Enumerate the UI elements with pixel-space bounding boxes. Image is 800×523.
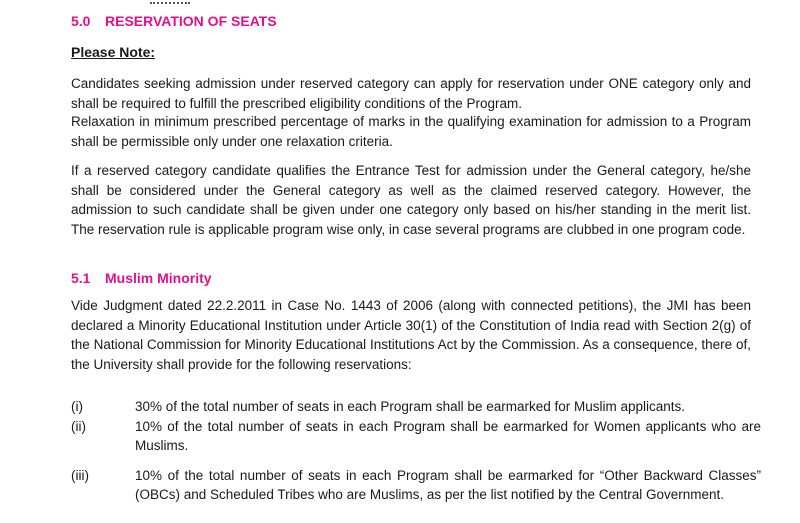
list-item-marker: (ii) [71,418,86,434]
reservation-list [71,397,761,505]
subsection-heading [71,270,212,286]
page-top-edge-mark [150,0,190,4]
paragraph-minority-judgment: Vide Judgment dated 22.2.2011 in Case No. 1443 of 2006 (along with connected petitions), the JMI has been declared a Minority Educational Institution under Article 30(1) of the Constitution of India read with Section 2(g) of the National Commission for Minority Educational Institutions Act by the Commission. As a consequence, there of, the University shall provide for the following reservations: [71,298,751,372]
list-item-text: 10% of the total number of seats in each Program shall be earmarked for “Other Backward Classes” (OBCs) and Scheduled Tribes who are Muslims, as per the list notified by the Central Government. [135,467,761,502]
list-item [71,417,761,456]
paragraph-general-category: If a reserved category candidate qualifies the Entrance Test for admission under the General category, he/she shall be considered under the General category as well as the claimed reserved category. However, the admission to such candidate shall be given under one category only based on his/her standing in the merit list. The reservation rule is applicable program wise only, in case several programs are clubbed in one program code. [71,163,751,237]
list-item-text: 30% of the total number of seats in each Program shall be earmarked for Muslim applicants. [135,399,686,414]
paragraph-relaxation: Relaxation in minimum prescribed percentage of marks in the qualifying examination for admission to a Program shall be permissible only under one relaxation criteria. [71,114,751,149]
list-item-text: 10% of the total number of seats in each Program shall be earmarked for Women applicants who are Muslims. [135,418,761,453]
section-number: 5.0 [71,13,91,29]
paragraph-one-category: Candidates seeking admission under reserved category can apply for reservation under ONE category only and shall be required to fulfill the prescribed eligibility conditions of the Program. [71,76,751,111]
please-note-label: Please Note: [71,44,156,60]
list-item [71,397,761,417]
subsection-title: Muslim Minority [105,270,212,286]
list-item-marker: (i) [71,399,83,414]
section-heading [71,13,277,29]
list-item [71,466,761,505]
subsection-number: 5.1 [71,270,91,286]
section-title: RESERVATION OF SEATS [105,13,277,29]
list-item-marker: (iii) [71,467,89,483]
